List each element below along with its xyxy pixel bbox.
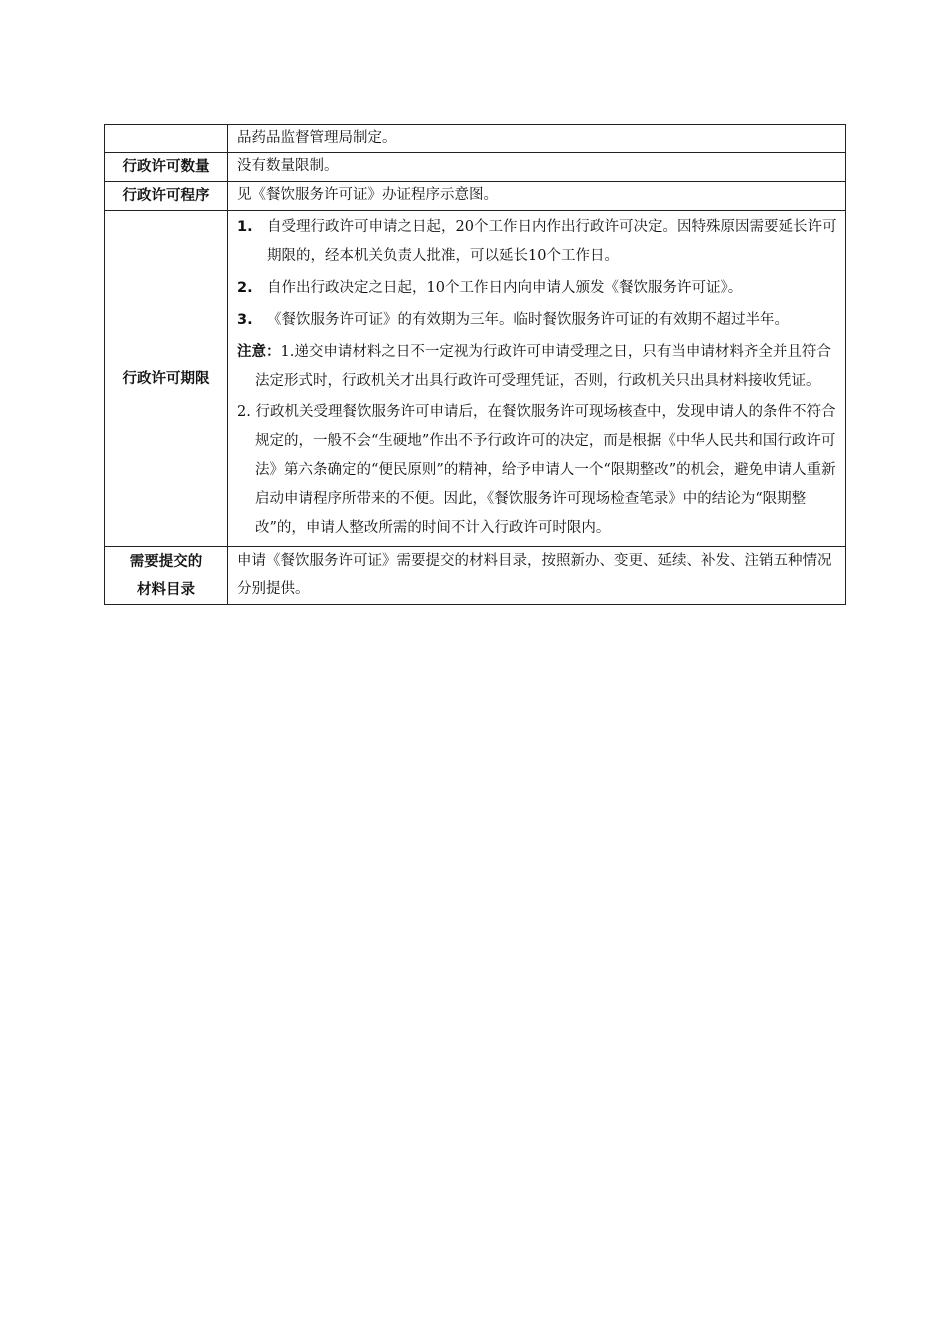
note-2-text: 2. 行政机关受理餐饮服务许可申请后，在餐饮服务许可现场核查中，发现申请人的条件不符合规定的，一般不会“生硬地”作出不予行政许可的决定，而是根据《中华人民共和国行政许可法》第六条确定的“便民原则”的精神，给予申请人一个“限期整改”的机会，避免申请人重新启动申请程序所带来的不便。因此，《餐饮服务许可现场检查笔录》中的结论为“限期整改”的，申请人整改所需的时间不计入行政许可时限内。 [237,404,836,536]
materials-label-line-2: 材料目录 [137,581,195,598]
list-item [237,306,837,335]
table-row-continuation [105,125,846,153]
list-item [237,213,837,271]
row-content-permit-period [228,211,846,547]
permit-quantity-text: 没有数量限制。 [237,158,339,174]
list-item [237,274,837,303]
continuation-text: 品药品监督管理局制定。 [237,130,397,146]
row-content-permit-procedure [228,182,846,211]
row-label-permit-procedure: 行政许可程序 [105,182,228,211]
permit-procedure-text: 见《餐饮服务许可证》办证程序示意图。 [237,187,498,203]
note-label: 注意： [237,344,281,360]
row-content-permit-quantity [228,153,846,182]
table-row-permit-period [105,211,846,547]
list-item-text: 自作出行政决定之日起，10个工作日内向申请人颁发《餐饮服务许可证》。 [267,280,743,296]
materials-text: 申请《餐饮服务许可证》需要提交的材料目录，按照新办、变更、延续、补发、注销五种情况分别提供。 [237,553,832,597]
note-paragraph-1 [237,338,837,396]
list-item-number: 2. [237,280,253,296]
row-content-materials [228,547,846,605]
list-item-number: 1. [237,219,253,235]
table-row-permit-quantity [105,153,846,182]
table-row-materials [105,547,846,605]
permit-period-block [237,211,837,546]
table-row-permit-procedure [105,182,846,211]
list-item-text: 《餐饮服务许可证》的有效期为三年。临时餐饮服务许可证的有效期不超过半年。 [267,312,789,328]
materials-label-line-1: 需要提交的 [129,553,203,570]
row-content-continuation [228,125,846,153]
list-item-text: 自受理行政许可申请之日起，20个工作日内作出行政许可决定。因特殊原因需要延长许可期限的，经本机关负责人批准，可以延长10个工作日。 [267,219,837,264]
note-1-text: 1.递交申请材料之日不一定视为行政许可申请受理之日，只有当申请材料齐全并且符合法定形式时，行政机关才出具行政许可受理凭证，否则，行政机关只出具材料接收凭证。 [255,344,831,389]
row-label-materials [105,547,228,605]
row-label-empty [105,125,228,153]
row-label-permit-quantity: 行政许可数量 [105,153,228,182]
permit-info-table [104,124,846,605]
list-item-number: 3. [237,312,253,328]
note-paragraph-2 [237,398,837,543]
row-label-permit-period: 行政许可期限 [105,211,228,547]
